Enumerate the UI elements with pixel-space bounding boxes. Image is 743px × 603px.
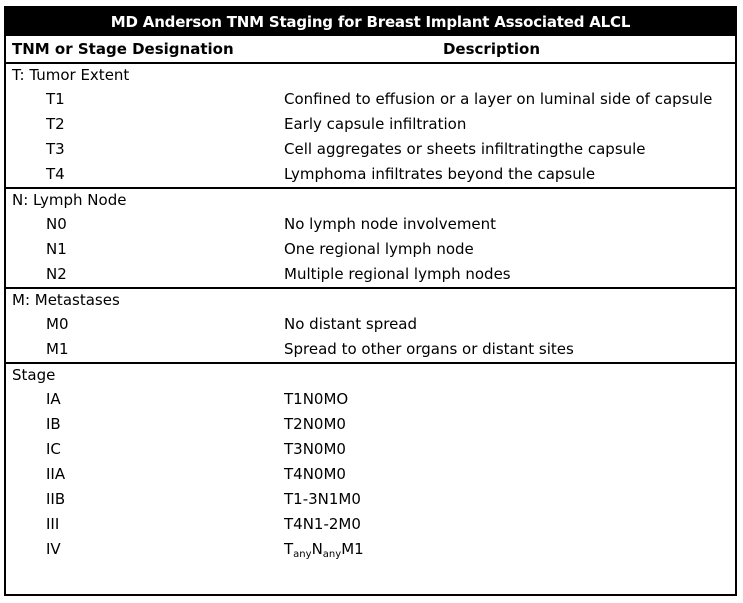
- section-stage: [6, 364, 735, 562]
- row-description: Spread to other organs or distant sites: [284, 340, 574, 358]
- row-code: IB: [46, 415, 61, 433]
- table-row: [6, 137, 735, 162]
- row-code: IIB: [46, 490, 66, 508]
- row-code: T3: [46, 140, 65, 158]
- header-description: Description: [442, 40, 541, 58]
- section-title: M: Metastases: [12, 291, 120, 309]
- row-description: T4N1-2M0: [284, 515, 361, 533]
- table-row: [6, 387, 735, 412]
- row-code: T2: [46, 115, 65, 133]
- row-code: N0: [46, 215, 67, 233]
- row-description: T4N0M0: [284, 465, 346, 483]
- row-description: [284, 537, 735, 562]
- row-code: N2: [46, 265, 67, 283]
- row-code: N1: [46, 240, 67, 258]
- row-description: Cell aggregates or sheets infiltratingthe capsule: [284, 140, 646, 158]
- section-title: N: Lymph Node: [12, 191, 127, 209]
- row-code: M0: [46, 315, 69, 333]
- section-title: T: Tumor Extent: [12, 66, 130, 84]
- row-code: T1: [46, 90, 65, 108]
- section-metastases: [6, 289, 735, 364]
- table-row: [6, 212, 735, 237]
- table-row: [6, 162, 735, 187]
- table-row: [6, 312, 735, 337]
- table-row: [6, 462, 735, 487]
- table-row: [6, 112, 735, 137]
- section-lymph-node: [6, 189, 735, 289]
- row-code: IA: [46, 390, 61, 408]
- header-designation: TNM or Stage Designation: [12, 40, 234, 58]
- row-description: No lymph node involvement: [284, 215, 497, 233]
- row-description: Early capsule infiltration: [284, 115, 467, 133]
- row-description: T3N0M0: [284, 440, 346, 458]
- table-row: [6, 487, 735, 512]
- table-row: [6, 237, 735, 262]
- table-row: [6, 337, 735, 362]
- row-description: One regional lymph node: [284, 240, 474, 258]
- section-title: Stage: [12, 366, 56, 384]
- table-header-row: [6, 36, 735, 64]
- row-description: Multiple regional lymph nodes: [284, 265, 511, 283]
- row-code: IC: [46, 440, 61, 458]
- table-row: [6, 512, 735, 537]
- row-description: Confined to effusion or a layer on luminal side of capsule: [284, 90, 713, 108]
- row-code: M1: [46, 340, 69, 358]
- table-row: [6, 437, 735, 462]
- row-code: IIA: [46, 465, 66, 483]
- row-description: Lymphoma infiltrates beyond the capsule: [284, 165, 596, 183]
- t-subscript: any: [293, 549, 312, 560]
- section-tumor-extent: [6, 64, 735, 189]
- table-row: [6, 262, 735, 287]
- row-description: No distant spread: [284, 315, 418, 333]
- table-row: [6, 87, 735, 112]
- row-description: T2N0M0: [284, 415, 346, 433]
- row-code: T4: [46, 165, 65, 183]
- row-description: T1-3N1M0: [284, 490, 361, 508]
- m-value: M1: [341, 540, 364, 558]
- row-code: IV: [46, 540, 61, 558]
- row-code: III: [46, 515, 60, 533]
- table-title: MD Anderson TNM Staging for Breast Implant Associated ALCL: [6, 8, 735, 36]
- staging-table: [4, 6, 737, 596]
- row-description: T1N0MO: [284, 390, 349, 408]
- table-row: [6, 412, 735, 437]
- n-letter: N: [311, 540, 323, 558]
- table-row: [6, 537, 735, 562]
- t-letter: T: [284, 540, 294, 558]
- n-subscript: any: [322, 549, 342, 560]
